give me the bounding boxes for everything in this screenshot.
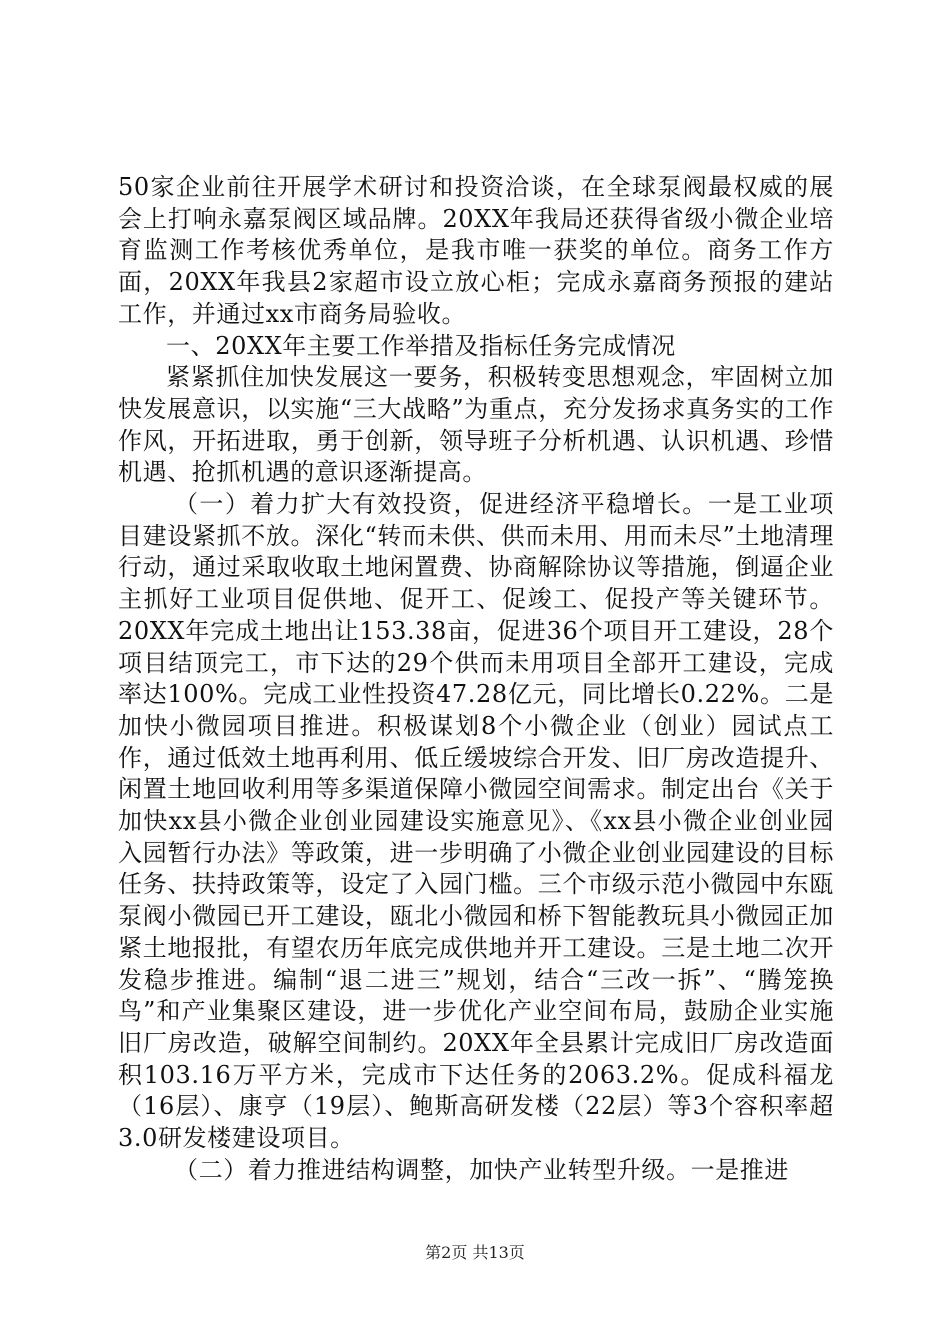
document-body xyxy=(118,172,834,1187)
page-number-footer: 第2页 共13页 xyxy=(425,1243,525,1262)
paragraph-structure: （二）着力推进结构调整，加快产业转型升级。一是推进 xyxy=(174,1155,789,1184)
section-heading: 一、20XX年主要工作举措及指标任务完成情况 xyxy=(166,331,676,360)
paragraph-investment: （一）着力扩大有效投资，促进经济平稳增长。一是工业项目建设紧抓不放。深化“转而未供、供而未用、用而未尽”土地清理行动，通过采取收取土地闲置费、协商解除协议等措施，倒逼企业主抓好工业项目促供地、促开工、促竣工、促投产等关键环节。20XX年完成土地出让153.38亩，促进36个项目开工建设，28个项目结顶完工，市下达的29个供而未用项目全部开工建设，完成率达100%。完成工业性投资47.28亿元，同比增长0.22%。二是加快小微园项目推进。积极谋划8个小微企业（创业）园试点工作，通过低效土地再利用、低丘缓坡综合开发、旧厂房改造提升、闲置土地回收利用等多渠道保障小微园空间需求。制定出台《关于加快xx县小微企业创业园建设实施意见》、《xx县小微企业创业园入园暂行办法》等政策，进一步明确了小微企业创业园建设的目标任务、扶持政策等，设定了入园门槛。三个市级示范小微园中东瓯泵阀小微园已开工建设，瓯北小微园和桥下智能教玩具小微园正加紧土地报批，有望农历年底完成供地并开工建设。三是土地二次开发稳步推进。编制“退二进三”规划，结合“三改一拆”、“腾笼换鸟”和产业集聚区建设，进一步优化产业空间布局，鼓励企业实施旧厂房改造，破解空间制约。20XX年全县累计完成旧厂房改造面积103.16万平方米，完成市下达任务的2063.2%。促成科福龙（16层）、康亨（19层）、鲍斯高研发楼（22层）等3个容积率超3.0研发楼建设项目。 xyxy=(118,490,834,1153)
paragraph-summary: 紧紧抓住加快发展这一要务，积极转变思想观念，牢固树立加快发展意识，以实施“三大战略”为重点，充分发扬求真务实的工作作风，开拓进取，勇于创新，领导班子分析机遇、认识机遇、珍惜机遇、抢抓机遇的意识逐渐提高。 xyxy=(118,363,834,487)
paragraph-intro: 50家企业前往开展学术研讨和投资洽谈，在全球泵阀最权威的展会上打响永嘉泵阀区域品牌。20XX年我局还获得省级小微企业培育监测工作考核优秀单位，是我市唯一获奖的单位。商务工作方面，20XX年我县2家超市设立放心柜；完成永嘉商务预报的建站工作，并通过xx市商务局验收。 xyxy=(118,173,834,328)
